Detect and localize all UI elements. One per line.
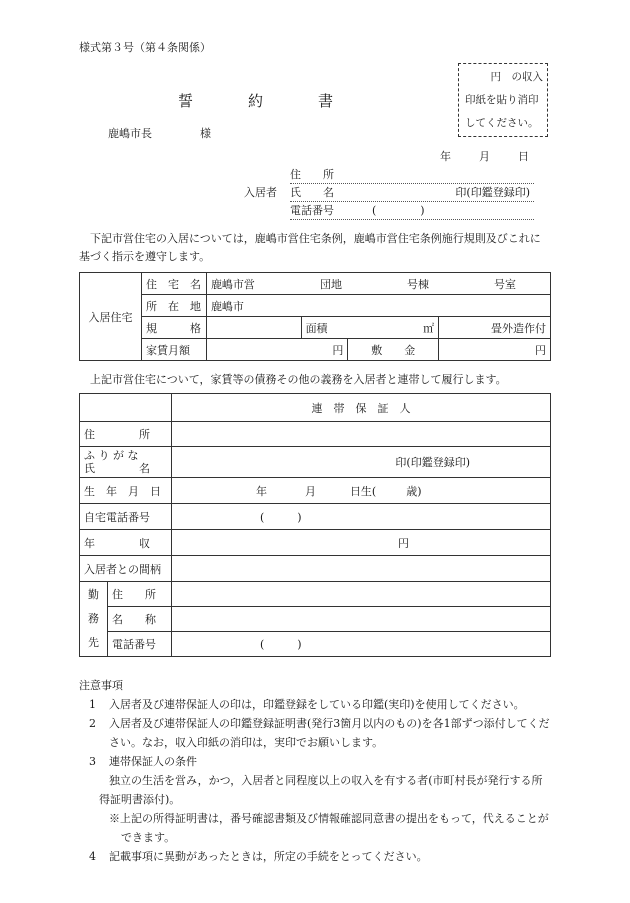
guarantor-relation-label: 入居者との間柄 xyxy=(80,556,172,582)
guarantor-income-input[interactable] xyxy=(171,530,550,556)
stamp-box-line-1: 円 の収入 xyxy=(490,71,543,83)
guarantor-name-label-cell xyxy=(80,447,172,478)
housing-name-building: 号棟 xyxy=(406,277,429,291)
occupant-address-label: 住 所 xyxy=(290,168,334,181)
note-3-text: 連帯保証人の条件 xyxy=(109,755,197,768)
joint-liability-text: 上記市営住宅について，家賃等の債務その他の義務を入居者と連帯して履行します。 xyxy=(90,373,507,386)
note-3-number: 3 xyxy=(89,755,96,768)
stamp-box-line-3: してください。 xyxy=(465,117,539,129)
housing-location-value[interactable]: 鹿嶋市 xyxy=(206,295,550,317)
housing-area-cell[interactable] xyxy=(301,317,439,339)
guarantor-work-phone-label: 電話番号 xyxy=(107,632,171,657)
note-3-asterisk: ※上記の所得証明書は，番号確認書類及び情報確認同意書の提出をもって，代えることができます。 xyxy=(109,812,549,844)
note-3-condition: 独立の生活を営み，かつ，入居者と同程度以上の収入を有する者(市町村長が発行する所得証明書添付)。 xyxy=(99,774,543,806)
housing-name-city: 鹿嶋市営 xyxy=(210,277,255,291)
date-line[interactable] xyxy=(440,148,529,164)
guarantor-seal-label: 印(印鑑登録印) xyxy=(395,456,470,469)
guarantor-furigana-label: ふ り が な xyxy=(84,449,139,462)
note-4-text: 記載事項に異動があったときは，所定の手続をとってください。 xyxy=(109,850,428,863)
housing-name-label: 住 宅 名 xyxy=(141,273,206,295)
note-2-text: 入居者及び連帯保証人の印鑑登録証明書(発行3箇月以内のもの)を各1部ずつ添付してください。なお，収入印紙の消印は，実印でお願いします。 xyxy=(109,717,550,749)
note-4 xyxy=(79,847,551,866)
housing-row-location xyxy=(80,295,551,317)
guarantor-name-row xyxy=(80,447,551,478)
occupant-label: 入居者 xyxy=(244,186,277,199)
occupant-name-label: 氏 名 xyxy=(290,186,334,199)
guarantor-birth-row xyxy=(80,478,551,504)
notes-heading: 注意事項 xyxy=(79,679,123,692)
guarantor-header-row xyxy=(80,394,551,422)
housing-name-complex: 団地 xyxy=(319,277,342,291)
pledge-text: 下記市営住宅の入居については，鹿嶋市営住宅条例，鹿嶋市営住宅条例施行規則及びこれに基づく指示を遵守します。 xyxy=(79,232,541,263)
guarantor-birth-input[interactable] xyxy=(171,478,550,504)
occupant-phone-label: 電話番号 xyxy=(290,204,334,217)
occupant-address-field[interactable] xyxy=(290,166,534,184)
addressee-suffix: 様 xyxy=(200,127,211,140)
guarantor-home-phone-input[interactable] xyxy=(171,504,550,530)
work-label-2: 務 xyxy=(87,612,99,625)
guarantor-birth-label: 生 年 月 日 xyxy=(80,478,172,504)
housing-name-value[interactable] xyxy=(206,273,550,295)
notes-section xyxy=(79,676,551,866)
income-yen: 円 xyxy=(397,536,409,550)
occupant-phone-paren: ( ) xyxy=(372,204,425,217)
guarantor-address-label: 住 所 xyxy=(80,422,172,447)
work-label-1: 勤 xyxy=(87,588,99,601)
guarantor-name-input[interactable] xyxy=(171,447,550,478)
stamp-box-line-2: 印紙を貼り消印 xyxy=(465,94,539,106)
housing-area-unit: ㎡ xyxy=(423,321,435,335)
guarantor-work-address-row xyxy=(80,582,551,607)
work-label-3: 先 xyxy=(87,636,99,649)
note-1-text: 入居者及び連帯保証人の印は，印鑑登録をしている印鑑(実印)を使用してください。 xyxy=(109,698,525,711)
note-2-number: 2 xyxy=(89,717,96,730)
guarantor-work-address-label: 住 所 xyxy=(107,582,171,607)
guarantor-relation-input[interactable] xyxy=(171,556,550,582)
birth-age: 歳) xyxy=(406,484,422,498)
housing-rent-value[interactable]: 円 xyxy=(206,339,347,361)
birth-month: 月 xyxy=(304,484,316,498)
note-3 xyxy=(79,752,551,847)
guarantor-work-phone-input[interactable] xyxy=(171,632,550,657)
guarantor-income-row xyxy=(80,530,551,556)
guarantor-work-address-input[interactable] xyxy=(171,582,550,607)
guarantor-name-label: 氏 名 xyxy=(84,462,150,475)
guarantor-table xyxy=(79,393,551,657)
housing-row-spec xyxy=(80,317,551,339)
guarantor-home-phone-label: 自宅電話番号 xyxy=(80,504,172,530)
home-phone-paren: ( ) xyxy=(259,510,302,524)
guarantor-work-name-input[interactable] xyxy=(171,607,550,632)
revenue-stamp-box[interactable] xyxy=(458,63,548,137)
housing-area-label: 面積 xyxy=(305,321,328,335)
housing-table xyxy=(79,272,551,361)
note-1-number: 1 xyxy=(89,698,96,711)
work-phone-paren: ( ) xyxy=(259,638,302,651)
housing-rent-label: 家賃月額 xyxy=(141,339,206,361)
form-number: 様式第３号（第４条関係） xyxy=(79,41,211,54)
housing-location-label: 所 在 地 xyxy=(141,295,206,317)
date-year: 年 xyxy=(440,150,451,163)
note-2 xyxy=(79,714,551,752)
guarantor-work-label xyxy=(80,582,108,657)
document-title: 誓約書 xyxy=(177,92,388,110)
guarantor-income-label: 年 収 xyxy=(80,530,172,556)
birth-year: 年 xyxy=(255,484,267,498)
housing-name-room: 号室 xyxy=(493,277,516,291)
occupant-seal-label: 印(印鑑登録印) xyxy=(455,186,530,199)
guarantor-header: 連 帯 保 証 人 xyxy=(171,394,550,422)
guarantor-relation-row xyxy=(80,556,551,582)
housing-row-rent xyxy=(80,339,551,361)
housing-deposit-value[interactable]: 円 xyxy=(439,339,551,361)
guarantor-work-name-row xyxy=(80,607,551,632)
housing-deposit-label: 敷 金 xyxy=(348,339,439,361)
date-month: 月 xyxy=(479,150,490,163)
housing-spec-label: 規 格 xyxy=(141,317,206,339)
guarantor-work-phone-row xyxy=(80,632,551,657)
housing-fixtures-note[interactable]: 畳外造作付 xyxy=(439,317,551,339)
guarantor-home-phone-row xyxy=(80,504,551,530)
birth-day: 日生( xyxy=(349,484,377,498)
guarantor-address-row xyxy=(80,422,551,447)
addressee: 鹿嶋市長 xyxy=(108,127,152,140)
housing-spec-value[interactable] xyxy=(206,317,301,339)
guarantor-address-input[interactable] xyxy=(171,422,550,447)
date-day: 日 xyxy=(518,150,529,163)
housing-row-name xyxy=(80,273,551,295)
note-4-number: 4 xyxy=(89,850,96,863)
occupant-phone-field[interactable] xyxy=(290,202,534,220)
note-1 xyxy=(79,695,551,714)
guarantor-work-name-label: 名 称 xyxy=(107,607,171,632)
housing-group-label: 入居住宅 xyxy=(80,273,142,361)
occupant-name-field[interactable] xyxy=(290,184,534,202)
